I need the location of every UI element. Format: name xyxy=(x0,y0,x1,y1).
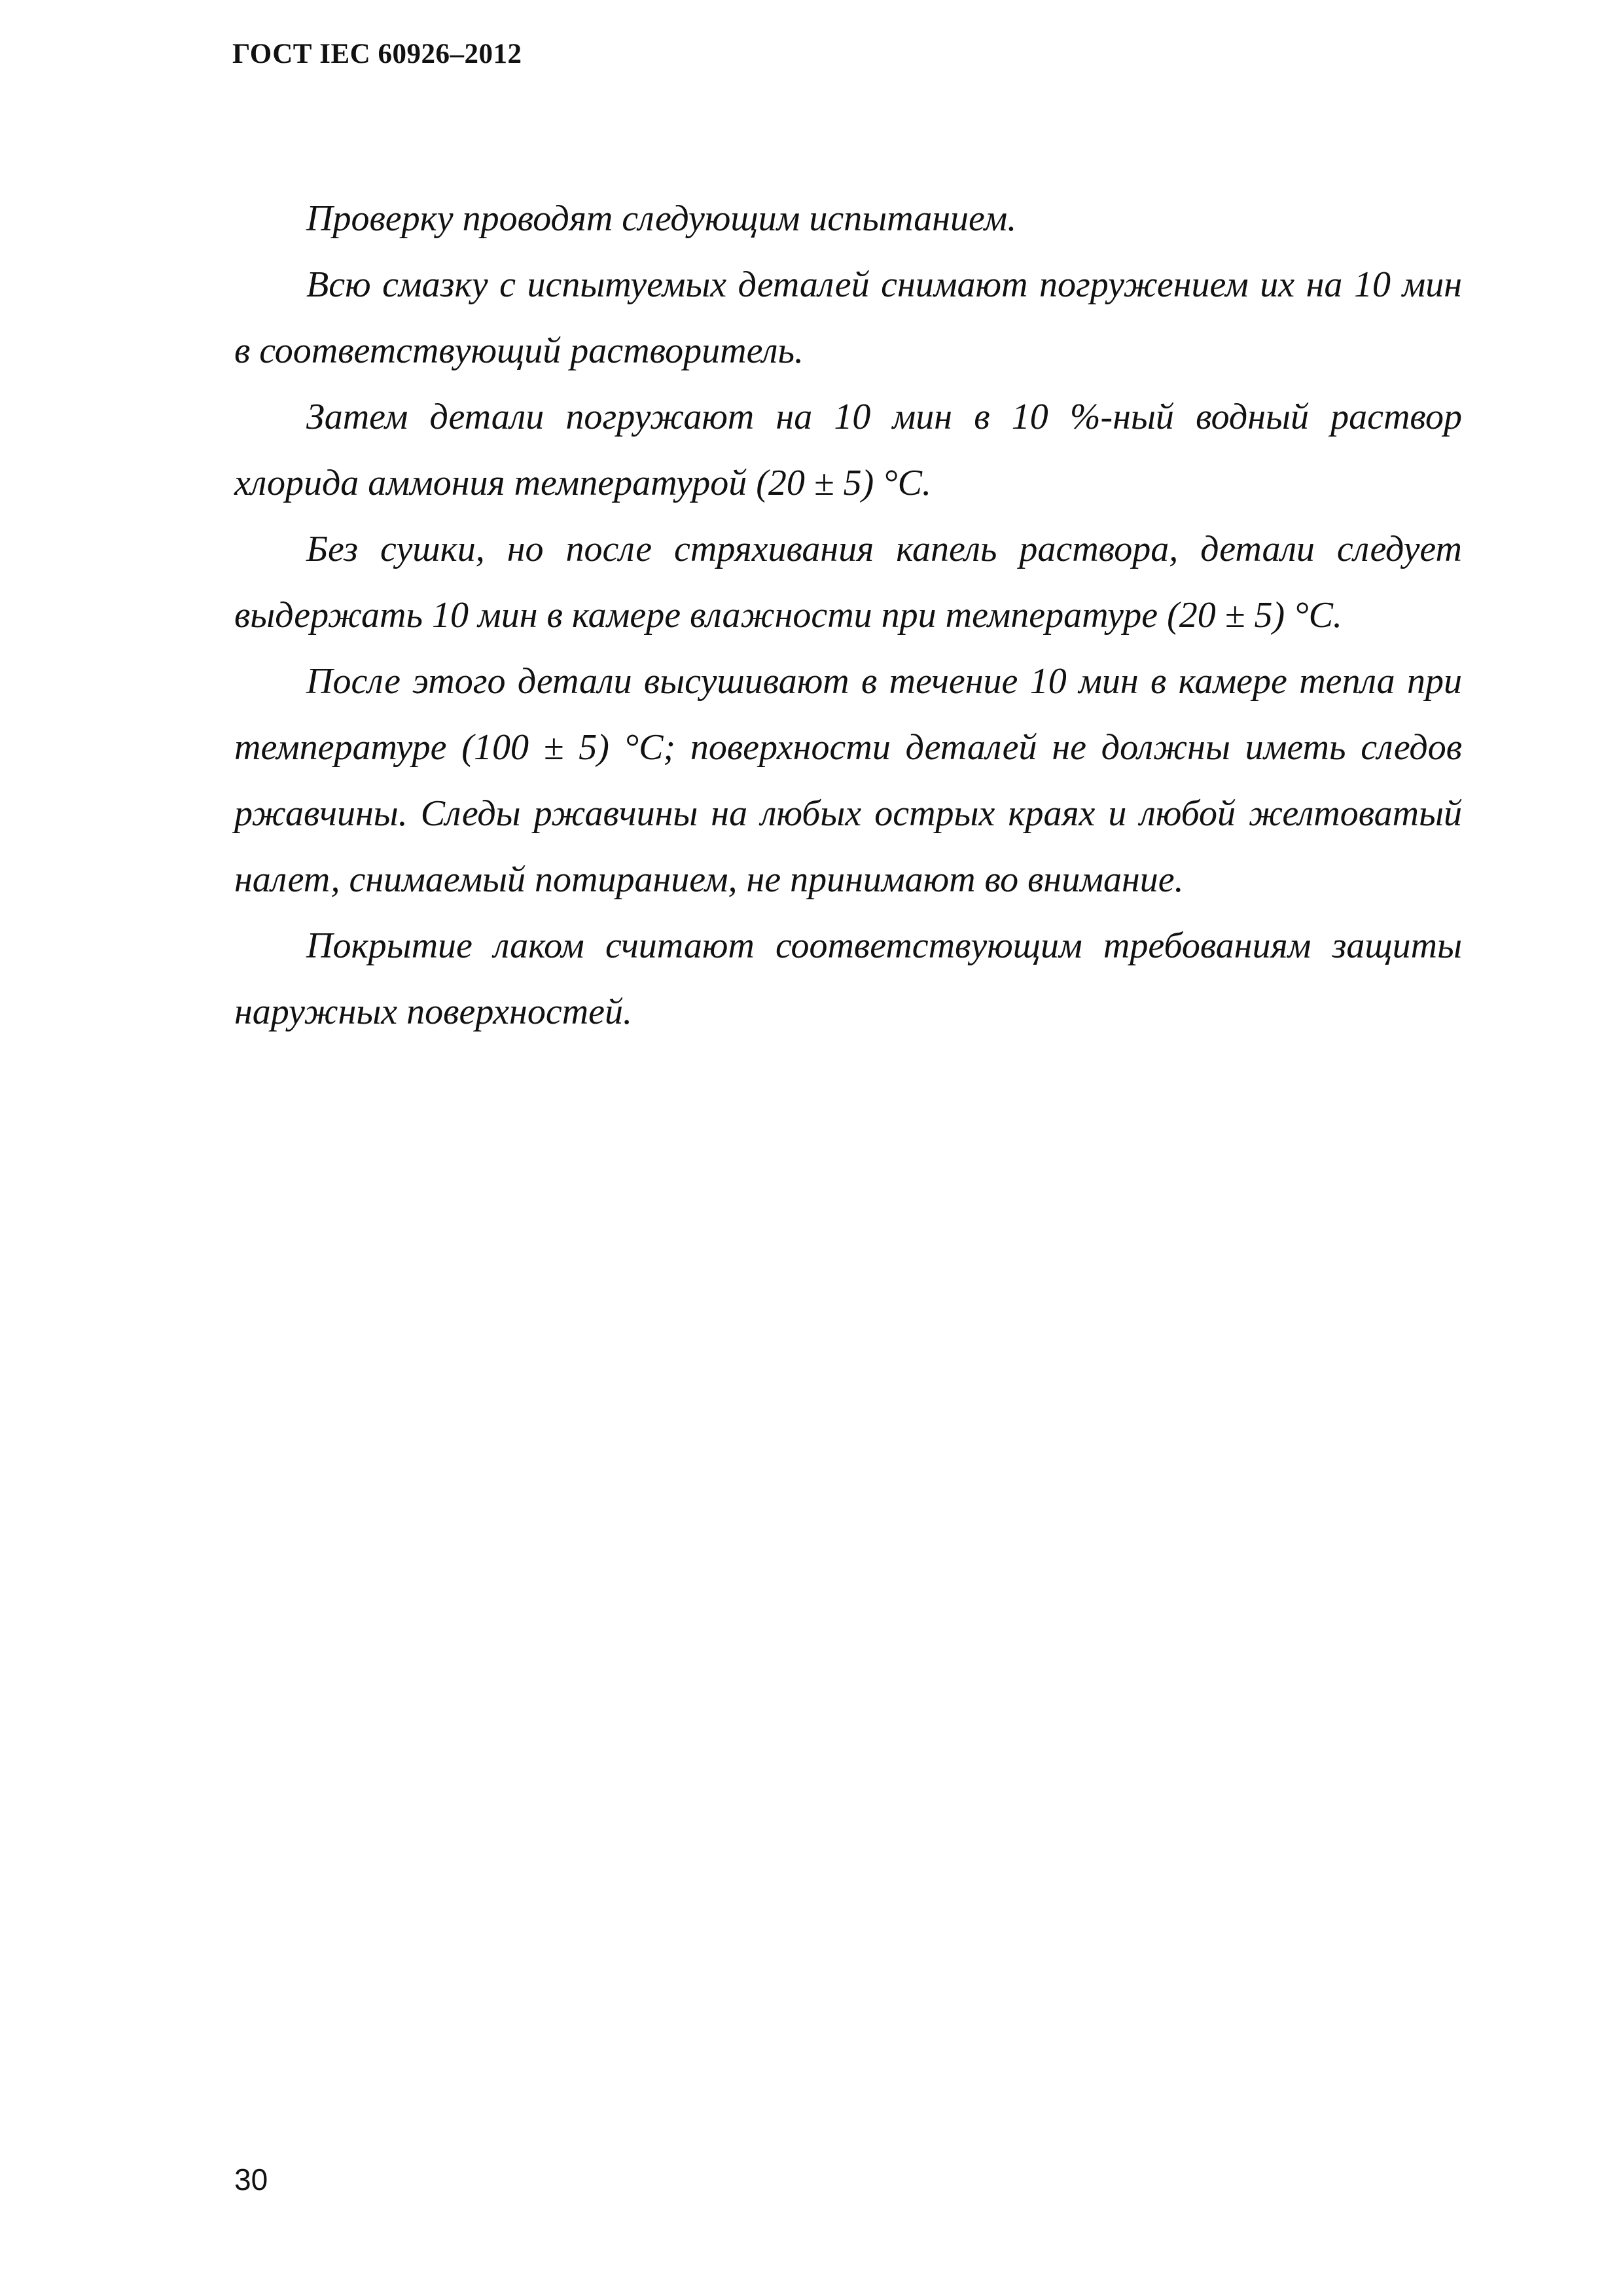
paragraph-drying-and-rust: После этого детали высушивают в течение 10 мин в камере тепла при температуре (100 ± 5) °C; поверхности деталей не должны иметь следов ржавчины. Следы ржавчины на любых острых краях и любой желтоватый налет, снимаемый потиранием, не принимают во внимание. xyxy=(234,661,1462,900)
paragraph-degreasing: Всю смазку с испытуемых деталей снимают погружением их на 10 мин в соответствующий растворитель. xyxy=(234,264,1462,371)
paragraph-ammonium-chloride: Затем детали погружают на 10 мин в 10 %-ный водный раствор хлорида аммония температурой (20 ± 5) °C. xyxy=(234,397,1462,503)
body-text xyxy=(234,186,1462,1045)
page-number: 30 xyxy=(234,2162,268,2197)
paragraph-humidity-chamber: Без сушки, но после стряхивания капель раствора, детали следует выдержать 10 мин в камере влажности при температуре (20 ± 5) °C. xyxy=(234,529,1462,636)
paragraph-lacquer-coating: Покрытие лаком считают соответствующим требованиям защиты наружных поверхностей. xyxy=(234,925,1462,1032)
document-header: ГОСТ IEC 60926–2012 xyxy=(232,39,522,69)
paragraph-test-procedure: Проверку проводят следующим испытанием. xyxy=(306,198,1017,239)
